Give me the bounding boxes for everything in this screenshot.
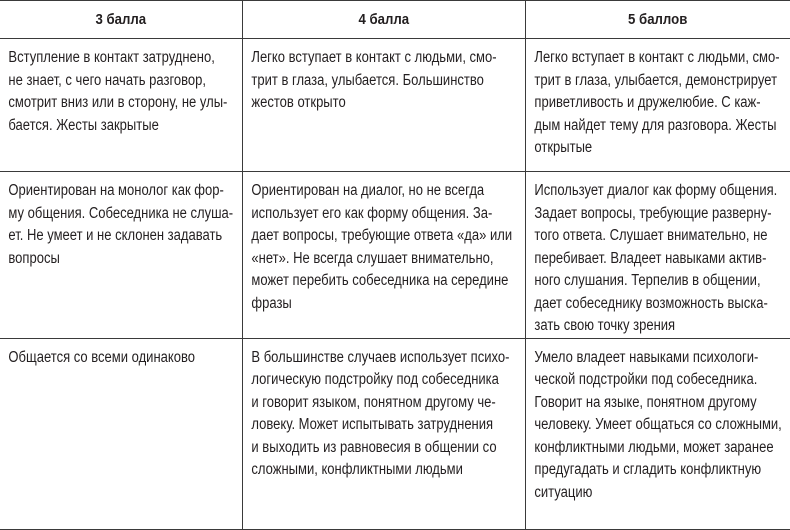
table-cell: В большинстве случаев использует психо- логическую подстройку под собеседника и говорит языком, понятном другому че- ловеку. Может испытывать затруднения и выходить из равновесия в общении со сложными, конфликтными людьми (242, 338, 525, 529)
table-cell: Общается со всеми одинаково (0, 338, 242, 529)
header-4-points: 4 балла (242, 1, 525, 39)
header-row (0, 1, 790, 39)
table-row (0, 338, 790, 529)
table-cell: Легко вступает в контакт с людьми, смо- трит в глаза, улыбается. Большинство жестов открыто (242, 39, 525, 172)
table-cell: Вступление в контакт затруднено, не знает, с чего начать разговор, смотрит вниз или в сторону, не улы- бается. Жесты закрытые (0, 39, 242, 172)
table-cell: Ориентирован на монолог как фор- му общения. Собеседника не слуша- ет. Не умеет и не склонен задавать вопросы (0, 172, 242, 339)
header-5-points: 5 баллов (525, 1, 790, 39)
table-cell: Умело владеет навыками психологи- ческой подстройки под собеседника. Говорит на языке, понятном другому человеку. Умеет общаться со сложными, конфликтными людьми, может заранее предугадать и сгладить конфликтную ситуацию (525, 338, 790, 529)
table-cell: Легко вступает в контакт с людьми, смо- трит в глаза, улыбается, демонстрирует приветливость и дружелюбие. С каж- дым найдет тему для разговора. Жесты открытые (525, 39, 790, 172)
table-row (0, 172, 790, 339)
table-cell: Использует диалог как форму общения. Задает вопросы, требующие разверну- того ответа. Слушает внимательно, не перебивает. Владеет навыками актив- ного слушания. Терпелив в общении, дает собеседнику возможность выска- зать свою точку зрения (525, 172, 790, 339)
table-row (0, 39, 790, 172)
table-cell: Ориентирован на диалог, но не всегда использует его как форму общения. За- дает вопросы, требующие ответа «да» или «нет». Не всегда слушает внимательно, может перебить собеседника на середине фразы (242, 172, 525, 339)
header-3-points: 3 балла (0, 1, 242, 39)
